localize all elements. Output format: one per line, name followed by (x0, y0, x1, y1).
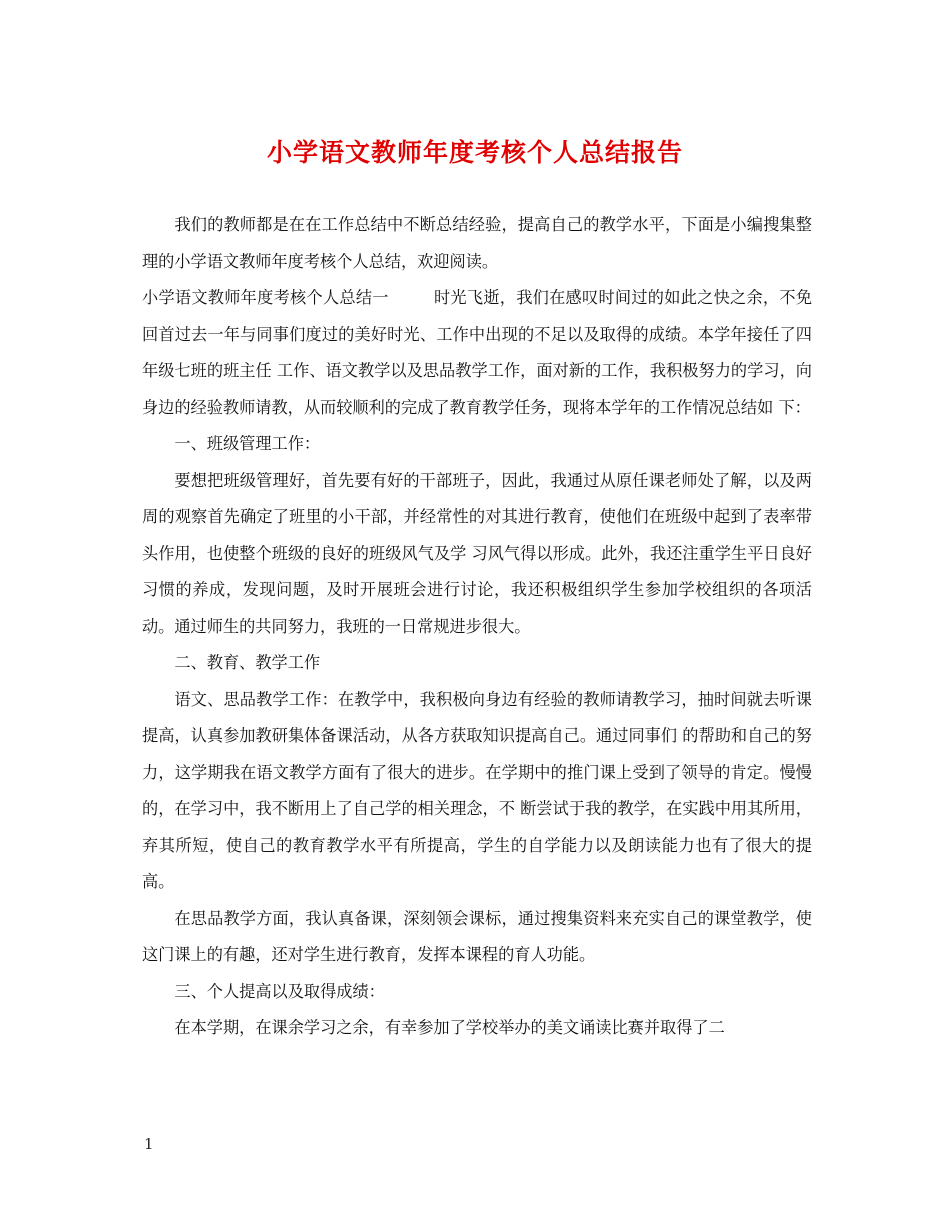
page-number: 1 (144, 1135, 154, 1153)
teaching-paragraph: 语文、思品教学工作：在教学中，我积极向身边有经验的教师请教学习，抽时间就去听课提高，认真参加教研集体备课活动，从各方获取知识提高自己。通过同事们 的帮助和自己的努力，这学期我在语文教学方面有了很大的进步。在学期中的推门课上受到了领导的肯定。慢慢的，在学习中，我不断用上了自己学的相关理念，不 断尝试于我的教学，在实践中用其所用，弃其所短，使自己的教育教学水平有所提高，学生的自学能力以及朗读能力也有了很大的提高。 (142, 689, 812, 891)
document-body (142, 207, 812, 1047)
moral-education-paragraph: 在思品教学方面，我认真备课，深刻领会课标，通过搜集资料来充实自己的课堂教学，使这门课上的有趣，还对学生进行教育，发挥本课程的育人功能。 (142, 908, 812, 964)
document-title: 小学语文教师年度考核个人总结报告 (266, 138, 683, 167)
section-heading-achievements: 三、个人提高以及取得成绩： (174, 981, 385, 1001)
achievements-paragraph: 在本学期，在课余学习之余，有幸参加了学校举办的美文诵读比赛并取得了二 (174, 1018, 725, 1037)
section-heading-teaching: 二、教育、教学工作 (174, 653, 321, 672)
section-heading-class-management: 一、班级管理工作： (174, 434, 321, 453)
section-heading-summary-one: 小学语文教师年度考核个人总结一 (142, 288, 389, 307)
intro-paragraph: 我们的教师都是在在工作总结中不断总结经验，提高自己的教学水平，下面是小编搜集整理的小学语文教师年度考核个人总结，欢迎阅读。 (142, 215, 812, 271)
summary-one-paragraph (142, 280, 812, 426)
summary-one-text: 时光飞逝，我们在感叹时间过的如此之快之余，不免回首过去一年与同事们度过的美好时光、工作中出现的不足以及取得的成绩。本学年接任了四年级七班的班主任 工作、语文教学以及思品教学工作，面对新的工作，我积极努力的学习，向身边的经验教师请教，从而较顺利的完成了教育教学任务，现将本学年的工作情况总结如 下： (142, 288, 813, 417)
class-management-paragraph: 要想把班级管理好，首先要有好的干部班子，因此，我通过从原任课老师处了解，以及两周的观察首先确定了班里的小干部，并经常性的对其进行教育，使他们在班级中起到了表率带头作用，也使整个班级的良好的班级风气及学 习风气得以形成。此外，我还注重学生平日良好习惯的养成，发现问题，及时开展班会进行讨论，我还积极组织学生参加学校组织的各项活动。通过师生的共同努力，我班的一日常规进步很大。 (142, 470, 812, 636)
